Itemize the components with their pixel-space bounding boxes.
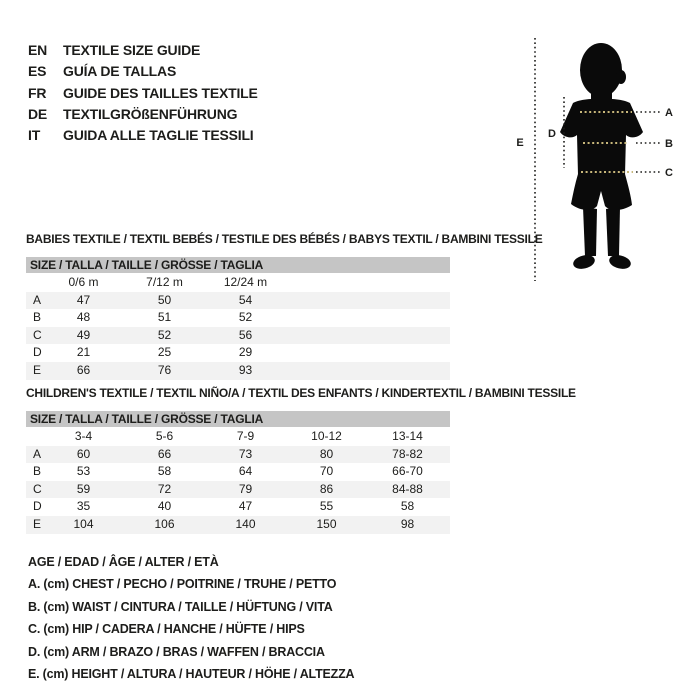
language-row [28,61,258,82]
table-cell: 47 [76,292,91,307]
figure-label-d: D [548,128,556,140]
children-section [26,386,576,534]
language-code: DE [28,105,48,122]
babies-title: BABIES TEXTILE / TEXTIL BEBÉS / TESTILE DES BÉBÉS / BABYS TEXTIL / BAMBINI TESSILE [26,232,543,246]
language-row [28,83,258,104]
table-cell: 79 [238,481,253,496]
table-cell: 48 [76,310,91,325]
silhouette-shorts [571,174,632,210]
table-cell: 66 [157,446,172,461]
table-corner-cell [26,428,43,446]
table-column-header: 5-6 [155,429,174,443]
table-cell: 50 [157,292,172,307]
table-row-label: B [33,310,42,325]
table-row [26,292,450,310]
figure-svg [480,25,695,290]
language-row [28,104,258,125]
table-cell: 72 [157,481,172,496]
legend-line: C. (cm) HIP / CADERA / HANCHE / HÜFTE / HIPS [28,622,305,637]
figure-label-e: E [516,137,524,149]
table-cell: 58 [400,499,415,514]
table-cell: 49 [76,327,91,342]
children-table [26,428,450,534]
table-row-label: B [33,464,42,479]
silhouette-shirt [560,99,643,179]
table-cell: 78-82 [392,446,423,461]
table-cell: 70 [319,464,334,479]
table-row [26,498,450,516]
table-row [26,446,450,464]
language-row [28,40,258,61]
legend-line: A. (cm) CHEST / PECHO / POITRINE / TRUHE / PETTO [28,577,337,592]
table-cell: 106 [154,516,175,531]
table-cell: 73 [238,446,253,461]
measurement-legend [28,551,354,685]
table-cell: 80 [319,446,334,461]
language-title: TEXTILGRÖßENFÜHRUNG [63,105,238,122]
babies-table [26,274,450,380]
table-corner-cell [26,274,43,292]
figure-label-b: B [665,138,673,150]
table-cell: 29 [238,345,253,360]
table-row-label: C [33,327,42,342]
table-cell: 76 [157,362,172,377]
legend-line: AGE / EDAD / ÂGE / ALTER / ETÀ [28,555,219,569]
language-title: GUIDA ALLE TAGLIE TESSILI [63,127,254,144]
table-row [26,516,450,534]
table-row [26,309,450,327]
table-cell: 52 [157,327,172,342]
table-cell: 25 [157,345,172,360]
language-code: FR [28,84,47,101]
table-row-label: E [33,362,42,377]
table-column-header: 10-12 [311,429,342,443]
silhouette-ear [616,70,626,84]
language-code: EN [28,42,48,58]
table-cell: 35 [76,499,91,514]
table-column-header: 12/24 m [223,275,268,289]
table-row-label: E [33,516,42,531]
language-code: IT [28,127,41,144]
children-size-header-bar: SIZE / TALLA / TAILLE / GRÖSSE / TAGLIA [26,411,450,427]
silhouette-right-leg [606,207,620,256]
language-code: ES [28,63,47,80]
table-cell: 60 [76,446,91,461]
table-column-header-row [26,274,450,292]
table-cell: 98 [400,516,415,531]
table-cell: 58 [157,464,172,479]
table-cell: 104 [73,516,94,531]
babies-section [26,232,543,380]
table-row-label: C [33,481,42,496]
table-cell: 53 [76,464,91,479]
table-cell: 21 [76,345,91,360]
language-list [28,40,258,146]
children-title: CHILDREN'S TEXTILE / TEXTIL NIÑO/A / TEXTIL DES ENFANTS / KINDERTEXTIL / BAMBINI TESSILE [26,386,576,400]
table-cell: 47 [238,499,253,514]
table-cell: 140 [235,516,256,531]
table-row [26,481,450,499]
table-row [26,362,450,380]
table-row-label: A [33,292,42,307]
table-cell: 66 [76,362,91,377]
table-cell: 52 [238,310,253,325]
language-title: GUIDE DES TAILLES TEXTILE [63,84,258,101]
table-column-header-row [26,428,450,446]
table-cell: 56 [238,327,253,342]
figure-label-c: C [665,167,673,179]
babies-size-header-bar: SIZE / TALLA / TAILLE / GRÖSSE / TAGLIA [26,257,450,273]
table-cell: 59 [76,481,91,496]
table-row [26,463,450,481]
table-column-header: 13-14 [392,429,423,443]
table-column-header: 3-4 [74,429,93,443]
language-row [28,125,258,146]
table-cell: 66-70 [392,464,423,479]
table-row-label: A [33,446,42,461]
table-cell: 51 [157,310,172,325]
silhouette-left-leg [583,207,597,256]
legend-line: B. (cm) WAIST / CINTURA / TAILLE / HÜFTUNG / VITA [28,599,333,614]
table-cell: 84-88 [392,481,423,496]
table-row [26,344,450,362]
language-title: GUÍA DE TALLAS [63,63,177,80]
table-cell: 150 [316,516,337,531]
table-cell: 93 [238,362,253,377]
child-silhouette [560,43,643,271]
table-cell: 54 [238,292,253,307]
table-cell: 55 [319,499,334,514]
table-cell: 64 [238,464,253,479]
language-title: TEXTILE SIZE GUIDE [63,42,201,58]
legend-line: D. (cm) ARM / BRAZO / BRAS / WAFFEN / BRACCIA [28,644,325,659]
table-row-label: D [33,499,42,514]
table-cell: 86 [319,481,334,496]
table-column-header: 0/6 m [68,275,99,289]
measurement-figure [480,25,695,290]
legend-line: E. (cm) HEIGHT / ALTURA / HAUTEUR / HÖHE / ALTEZZA [28,667,355,682]
table-column-header: 7-9 [236,429,255,443]
table-row [26,327,450,345]
table-cell: 40 [157,499,172,514]
table-column-header: 7/12 m [146,275,183,289]
table-row-label: D [33,345,42,360]
figure-label-a: A [665,107,673,119]
